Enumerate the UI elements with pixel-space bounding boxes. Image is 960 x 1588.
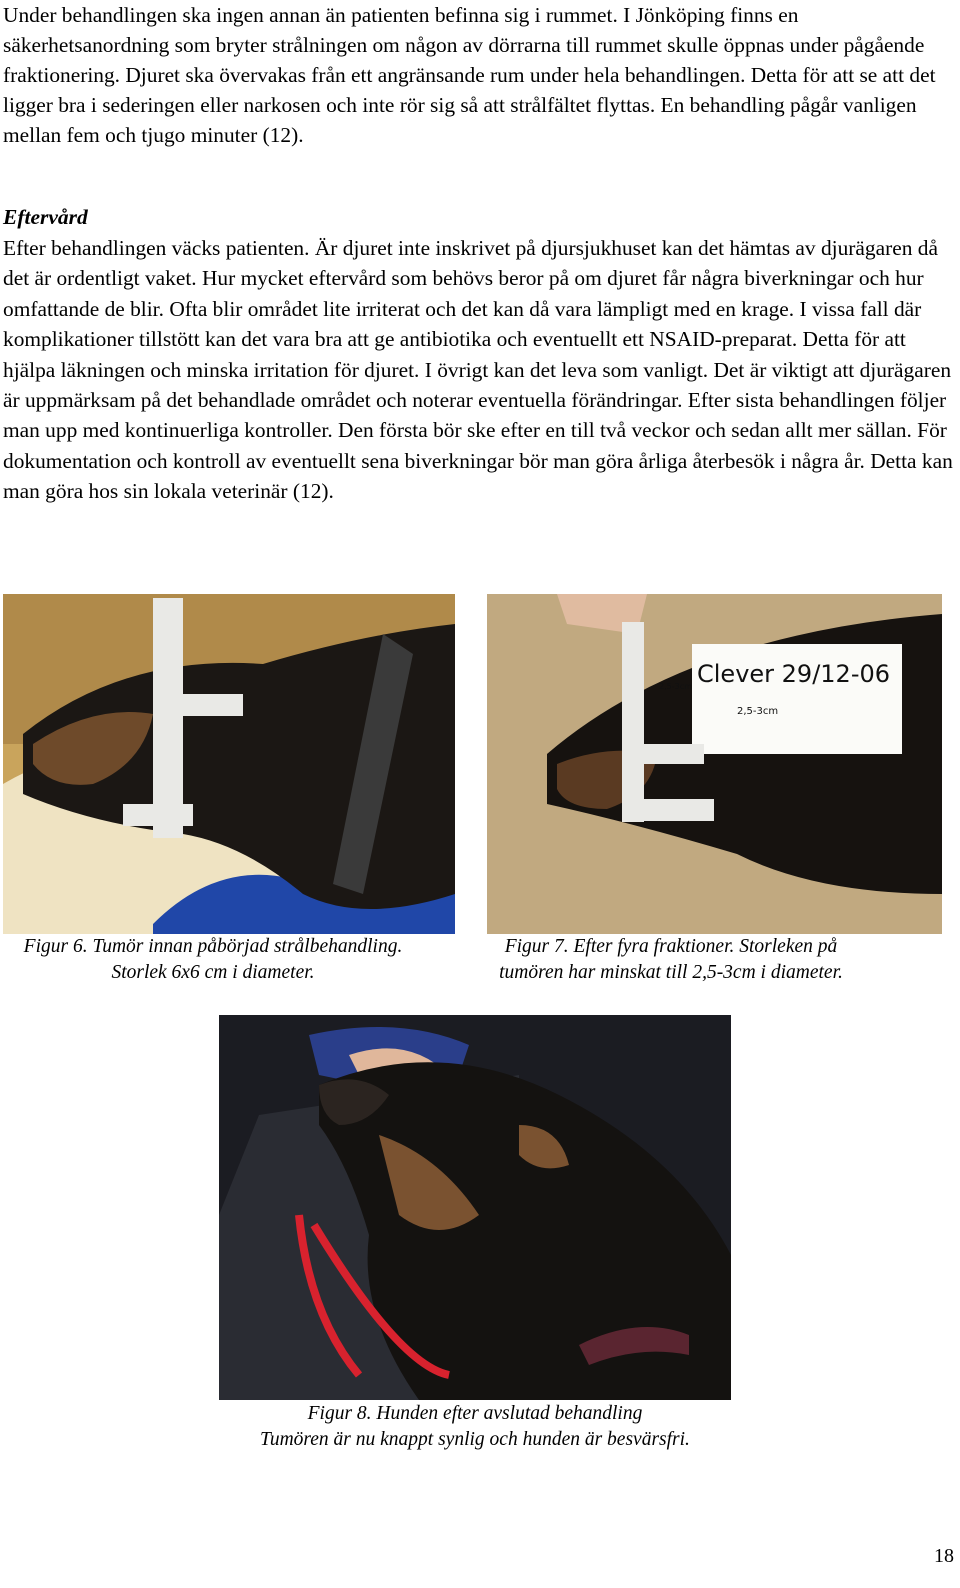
figure-8-caption-line-2: Tumören är nu knappt synlig och hunden är besvärsfri. bbox=[260, 1429, 690, 1450]
figure-8-caption-line-1: Figur 8. Hunden efter avslutad behandling bbox=[307, 1403, 643, 1424]
figure-7-note-small-1: 2,5-3cm bbox=[659, 682, 692, 691]
figure-8-photo bbox=[219, 1015, 731, 1400]
figure-7-caption-line-2: tumören har minskat till 2,5-3cm i diameter. bbox=[499, 962, 843, 983]
figure-7-note-small-2: 2,5-3cm bbox=[737, 706, 779, 717]
figure-7-caption-line-1: Figur 7. Efter fyra fraktioner. Storleken på bbox=[504, 936, 838, 957]
figure-7-note-text: Clever 29/12-06 bbox=[697, 660, 891, 688]
figure-7-caption bbox=[476, 934, 866, 986]
figure-6-photo bbox=[3, 594, 455, 934]
figure-6-caption bbox=[3, 934, 423, 986]
body-paragraph-2: Efter behandlingen väcks patienten. Är djuret inte inskrivet på djursjukhuset kan det hämtas av djurägaren då det är ordentligt vaket. Hur mycket eftervård som behövs beror på om djuret får några biverkningar och hur omfattande de blir. Ofta blir området lite irriterat och det kan då vara lämpligt med en krage. I vissa fall där komplikationer tillstött kan det vara bra att ge antibiotika och eventuellt ett NSAID-preparat. Detta för att hjälpa läkningen och minska irritation för djuret. I övrigt kan det leva som vanligt. Det är viktigt att djurägaren är uppmärksam på det behandlade området och noterar eventuella förändringar. Efter sista behandlingen följer man upp med kontinuerliga kontroller. Den första bör ske efter en till två veckor och sedan allt mer sällan. För dokumentation och kontroll av eventuellt sena biverkningar bör man göra årliga återbesök i några år. Detta kan man göra hos sin lokala veterinär (12). bbox=[3, 236, 953, 504]
figure-7-photo bbox=[487, 594, 942, 934]
figure-6-caption-line-2: Storlek 6x6 cm i diameter. bbox=[111, 962, 315, 983]
body-paragraph-1: Under behandlingen ska ingen annan än patienten befinna sig i rummet. I Jönköping finns en säkerhetsanordning som bryter strålningen om någon av dörrarna till rummet skulle öppnas under pågående fraktionering. Djuret ska övervakas från ett angränsande rum under hela behandlingen. Detta för att se att det ligger bra i sederingen eller narkosen och inte rör sig så att strålfältet flyttas. En behandling pågår vanligen mellan fem och tjugo minuter (12). bbox=[3, 3, 936, 147]
figure-6-caption-line-1: Figur 6. Tumör innan påbörjad strålbehandling. bbox=[23, 936, 403, 957]
page-number: 18 bbox=[934, 1545, 954, 1567]
figure-8-caption bbox=[219, 1401, 731, 1453]
section-heading: Eftervård bbox=[3, 205, 88, 229]
